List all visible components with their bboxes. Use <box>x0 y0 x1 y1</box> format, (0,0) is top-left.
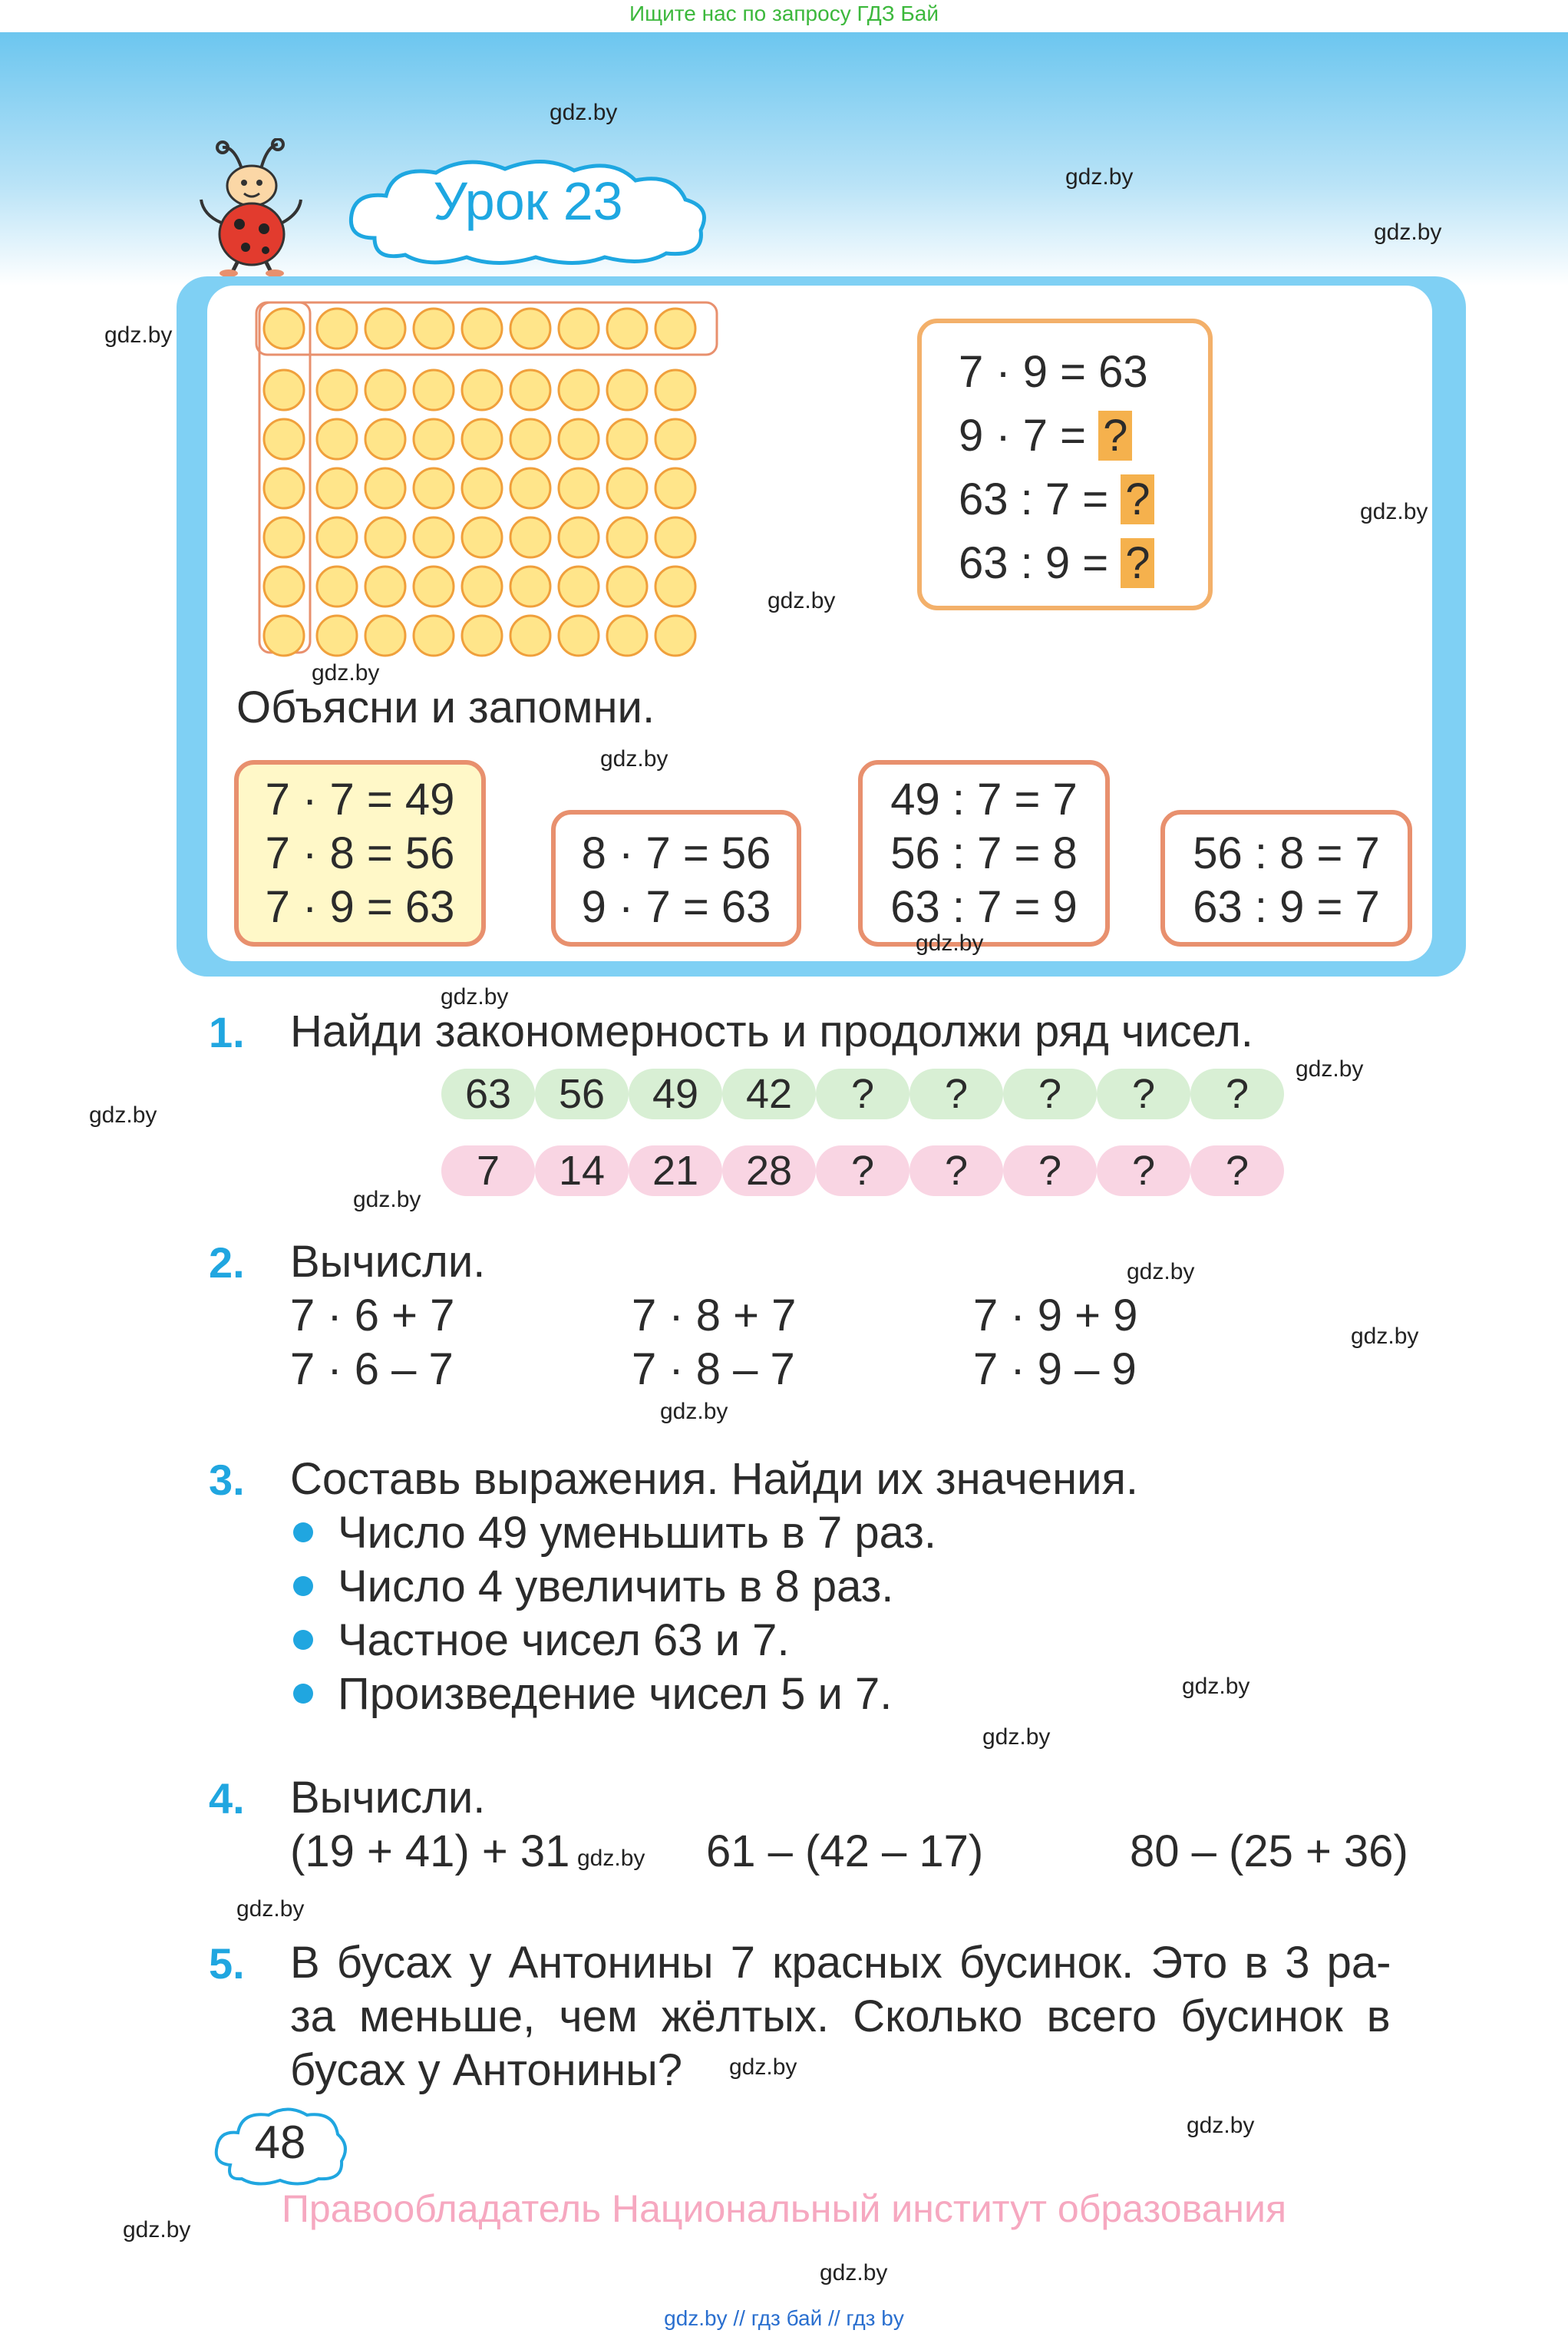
bullet-icon <box>293 1522 313 1542</box>
number-cell: ? <box>1190 1145 1284 1196</box>
dot <box>559 567 599 606</box>
dot <box>559 616 599 656</box>
dot <box>264 309 304 349</box>
dot <box>510 616 550 656</box>
fact-box-1: 7 · 7 = 49 7 · 8 = 56 7 · 9 = 63 <box>234 760 486 947</box>
dot <box>365 567 405 606</box>
equation-line-3: 63 : 7 = ? <box>922 474 1208 525</box>
dot <box>607 616 647 656</box>
task-2-expr: 7 · 6 – 7 <box>290 1344 454 1394</box>
dot <box>510 468 550 508</box>
watermark: gdz.by <box>600 746 668 772</box>
task-1-text: Найди закономерность и продолжи ряд чисел. <box>290 1006 1253 1056</box>
number-cell: 21 <box>629 1145 722 1196</box>
equation-box <box>917 319 1213 610</box>
task-1-number: 1. <box>209 1008 245 1056</box>
dot <box>317 419 357 459</box>
number-cell: ? <box>1003 1145 1097 1196</box>
task-3-item: Число 4 увеличить в 8 раз. <box>338 1562 894 1611</box>
dot <box>317 309 357 349</box>
dot <box>510 419 550 459</box>
watermark: gdz.by <box>1360 499 1428 524</box>
dot <box>317 616 357 656</box>
number-cell: 56 <box>535 1069 629 1119</box>
task-5-line: бусах у Антонины? <box>290 2045 683 2095</box>
dot <box>607 517 647 557</box>
task-4-expr: 80 – (25 + 36) <box>1130 1826 1408 1876</box>
watermark: gdz.by <box>729 2054 797 2080</box>
dot <box>414 517 454 557</box>
watermark: gdz.by <box>1127 1259 1195 1284</box>
ladybug-icon <box>192 138 307 276</box>
dot <box>264 567 304 606</box>
watermark: gdz.by <box>982 1724 1051 1750</box>
task-2-expr: 7 · 8 + 7 <box>632 1291 797 1340</box>
number-cell: 14 <box>535 1145 629 1196</box>
watermark: gdz.by <box>236 1896 305 1922</box>
number-cell: 42 <box>722 1069 816 1119</box>
bullet-icon <box>293 1684 313 1704</box>
dot <box>655 567 695 606</box>
dot <box>365 370 405 410</box>
dot <box>655 468 695 508</box>
number-cell: ? <box>1097 1145 1190 1196</box>
dot <box>365 616 405 656</box>
dot <box>655 419 695 459</box>
watermark: gdz.by <box>441 984 509 1010</box>
task-4-text: Вычисли. <box>290 1773 486 1823</box>
dot <box>264 517 304 557</box>
number-row-2 <box>441 1145 1278 1196</box>
task-3-item: Частное чисел 63 и 7. <box>338 1615 790 1665</box>
dot <box>317 567 357 606</box>
dot <box>462 309 502 349</box>
copyright-footer: Правообладатель Национальный институт образования <box>281 2187 1287 2230</box>
watermark: gdz.by <box>353 1187 421 1212</box>
number-cell: ? <box>1097 1069 1190 1119</box>
task-3-number: 3. <box>209 1456 245 1504</box>
watermark: gdz.by <box>767 588 836 613</box>
number-cell: ? <box>816 1145 909 1196</box>
dot-array-illustration <box>246 292 729 660</box>
task-4-number: 4. <box>209 1774 245 1823</box>
number-row-1 <box>441 1069 1278 1119</box>
explain-heading: Объясни и запомни. <box>236 682 655 732</box>
watermark: gdz.by <box>1182 1674 1250 1699</box>
number-cell: ? <box>1190 1069 1284 1119</box>
number-cell: ? <box>1003 1069 1097 1119</box>
task-4-expr: 61 – (42 – 17) <box>706 1826 984 1876</box>
dot <box>559 419 599 459</box>
dot <box>365 468 405 508</box>
task-5-number: 5. <box>209 1939 245 1988</box>
task-5-line: В бусах у Антонины 7 красных бусинок. Это в 3 ра- <box>290 1938 1391 1988</box>
dot <box>414 468 454 508</box>
dot <box>510 567 550 606</box>
dot <box>264 419 304 459</box>
watermark: gdz.by <box>123 2217 191 2242</box>
watermark: gdz.by <box>312 660 380 686</box>
task-2-expr: 7 · 9 + 9 <box>973 1291 1138 1340</box>
fact-box-4: 56 : 8 = 7 63 : 9 = 7 <box>1160 810 1412 947</box>
task-5-line: за меньше, чем жёлтых. Сколько всего бусинок в <box>290 1991 1391 2041</box>
dot <box>655 309 695 349</box>
dot <box>414 309 454 349</box>
watermark: gdz.by <box>550 100 618 125</box>
bullet-icon <box>293 1630 313 1650</box>
number-cell: ? <box>816 1069 909 1119</box>
dot <box>510 370 550 410</box>
dot <box>365 419 405 459</box>
dot <box>414 616 454 656</box>
bottom-links[interactable]: gdz.by // гдз бай // гдз by <box>664 2306 904 2330</box>
top-note: Ищите нас по запросу ГДЗ Бай <box>629 2 939 25</box>
watermark: gdz.by <box>820 2260 888 2285</box>
watermark: gdz.by <box>1351 1324 1419 1349</box>
dot <box>317 370 357 410</box>
dot <box>317 468 357 508</box>
task-3-item: Произведение чисел 5 и 7. <box>338 1669 893 1719</box>
dot <box>462 468 502 508</box>
dot <box>655 616 695 656</box>
number-cell: 28 <box>722 1145 816 1196</box>
dot <box>510 517 550 557</box>
dot <box>264 468 304 508</box>
task-2-expr: 7 · 9 – 9 <box>973 1344 1137 1394</box>
dot <box>607 370 647 410</box>
number-cell: 7 <box>441 1145 535 1196</box>
dot <box>559 309 599 349</box>
dot <box>607 468 647 508</box>
dot <box>462 517 502 557</box>
task-3-text: Составь выражения. Найди их значения. <box>290 1454 1139 1504</box>
dot <box>559 517 599 557</box>
fact-box-3: 49 : 7 = 7 56 : 7 = 8 63 : 7 = 9 <box>858 760 1110 947</box>
watermark: gdz.by <box>660 1399 728 1424</box>
dot <box>462 567 502 606</box>
dot <box>607 419 647 459</box>
dot <box>365 309 405 349</box>
number-cell: ? <box>909 1145 1003 1196</box>
dot <box>559 370 599 410</box>
task-2-expr: 7 · 8 – 7 <box>632 1344 795 1394</box>
dot <box>607 567 647 606</box>
number-cell: ? <box>909 1069 1003 1119</box>
dot <box>510 309 550 349</box>
dot <box>317 517 357 557</box>
task-2-expr: 7 · 6 + 7 <box>290 1291 455 1340</box>
watermark: gdz.by <box>577 1846 645 1871</box>
dot <box>462 370 502 410</box>
page-number: 48 <box>254 2117 306 2168</box>
dot <box>414 419 454 459</box>
number-cell: 49 <box>629 1069 722 1119</box>
number-cell: 63 <box>441 1069 535 1119</box>
task-4-expr: (19 + 41) + 31 <box>290 1826 570 1876</box>
dot <box>414 567 454 606</box>
task-2-number: 2. <box>209 1238 245 1287</box>
lesson-title: Урок 23 <box>433 171 623 231</box>
dot <box>655 517 695 557</box>
equation-line-4: 63 : 9 = ? <box>922 537 1208 589</box>
dot <box>414 370 454 410</box>
dot <box>365 517 405 557</box>
watermark: gdz.by <box>1065 164 1134 190</box>
watermark: gdz.by <box>916 930 984 956</box>
fact-box-2: 8 · 7 = 56 9 · 7 = 63 <box>551 810 801 947</box>
dot <box>607 309 647 349</box>
equation-line-1: 7 · 9 = 63 <box>959 347 1148 397</box>
dot <box>462 616 502 656</box>
watermark: gdz.by <box>1187 2113 1255 2138</box>
task-2-text: Вычисли. <box>290 1237 486 1287</box>
dot <box>559 468 599 508</box>
bullet-icon <box>293 1576 313 1596</box>
dot <box>655 370 695 410</box>
dot <box>264 616 304 656</box>
dot <box>264 370 304 410</box>
watermark: gdz.by <box>104 322 173 348</box>
watermark: gdz.by <box>1374 220 1442 245</box>
watermark: gdz.by <box>89 1102 157 1128</box>
task-3-item: Число 49 уменьшить в 7 раз. <box>338 1508 936 1558</box>
dot <box>462 419 502 459</box>
watermark: gdz.by <box>1296 1056 1364 1082</box>
equation-line-2: 9 · 7 = ? <box>922 410 1208 461</box>
